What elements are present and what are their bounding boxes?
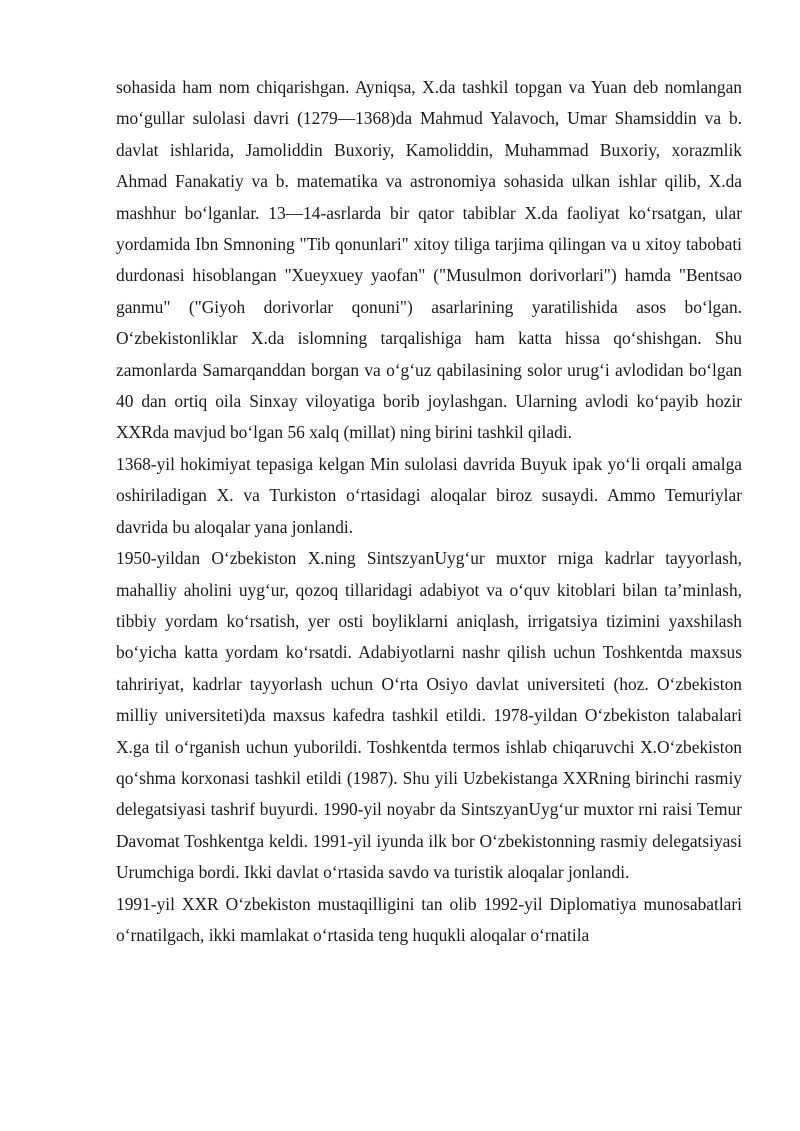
paragraph: 1950-yildan O‘zbekiston X.ning SintszyanUyg‘ur muxtor rniga kadrlar tayyorlash, mahalliy aholini uyg‘ur, qozoq tillaridagi adabiyot va o‘quv kitoblari bilan ta’minlash, tibbiy yordam ko‘rsatish, yer osti boyliklarni aniqlash, irrigatsiya tizimini yaxshilash bo‘yicha katta yordam ko‘rsatdi. Adabiyotlarni nashr qilish uchun Toshkentda maxsus tahririyat, kadrlar tayyorlash uchun O‘rta Osiyo davlat universiteti (hoz. O‘zbekiston milliy universiteti)da maxsus kafedra tashkil etildi. 1978-yildan O‘zbekiston talabalari X.ga til o‘rganish uchun yuborildi. Toshkentda termos ishlab chiqaruvchi X.O‘zbekiston qo‘shma korxonasi tashkil etildi (1987). Shu yili Uzbekistanga XXRning birinchi rasmiy delegatsiyasi tashrif buyurdi. 1990-yil noyabr da SintszyanUyg‘ur muxtor rni raisi Temur Davomat Toshkentga keldi. 1991-yil iyunda ilk bor O‘zbekistonning rasmiy delegatsiyasi Urumchiga bordi. Ikki davlat o‘rtasida savdo va turistik aloqalar jonlandi. xyxy=(116,548,742,883)
document-body xyxy=(116,72,742,951)
paragraph: sohasida ham nom chiqarishgan. Ayniqsa, X.da tashkil topgan va Yuan deb nomlangan mo‘gullar sulolasi davri (1279—1368)da Mahmud Yalavoch, Umar Shamsiddin va b. davlat ishlarida, Jamoliddin Buxoriy, Kamoliddin, Muhammad Buxoriy, xorazmlik Ahmad Fanakatiy va b. matematika va astronomiya sohasida ulkan ishlar qilib, X.da mashhur bo‘lganlar. 13—14-asrlarda bir qator tabiblar X.da faoliyat ko‘rsatgan, ular yordamida Ibn Smnoning "Tib qonunlari" xitoy tiliga tarjima qilingan va u xitoy tabobati durdonasi hisoblangan "Xueyxuey yaofan" ("Musulmon dorivorlari") hamda "Bentsao ganmu" ("Giyoh dorivorlar qonuni") asarlarining yaratilishida asos bo‘lgan. O‘zbekistonliklar X.da islomning tarqalishiga ham katta hissa qo‘shishgan. Shu zamonlarda Samarqanddan borgan va o‘g‘uz qabilasining solor urug‘i avlodidan bo‘lgan 40 dan ortiq oila Sinxay viloyatiga borib joylashgan. Ularning avlodi ko‘payib hozir XXRda mavjud bo‘lgan 56 xalq (millat) ning birini tashkil qiladi. xyxy=(116,77,742,443)
paragraph: 1991-yil XXR O‘zbekiston mustaqilligini tan olib 1992-yil Diplomatiya munosabatlari o‘rnatilgach, ikki mamlakat o‘rtasida teng huqukli aloqalar o‘rnatila xyxy=(116,893,742,945)
paragraph: 1368-yil hokimiyat tepasiga kelgan Min sulolasi davrida Buyuk ipak yo‘li orqali amalga oshiriladigan X. va Turkiston o‘rtasidagi aloqalar biroz susaydi. Ammo Temuriylar davrida bu aloqalar yana jonlandi. xyxy=(116,453,742,537)
